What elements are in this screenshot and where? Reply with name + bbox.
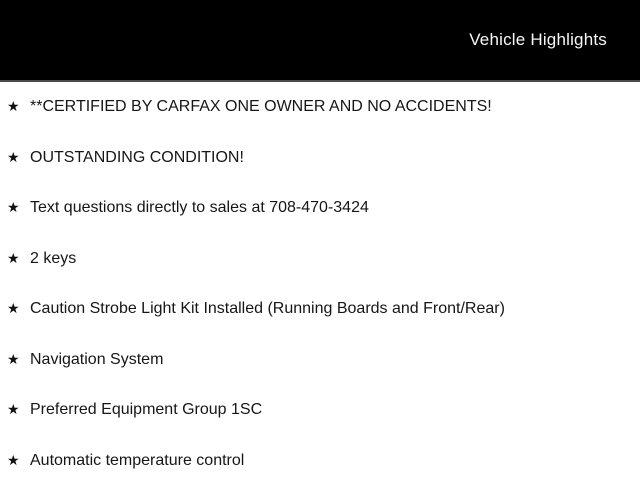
star-icon: ★ [7, 300, 20, 316]
list-item-text: Caution Strobe Light Kit Installed (Running Boards and Front/Rear) [30, 300, 505, 317]
list-item-text: Text questions directly to sales at 708-470-3424 [30, 199, 369, 216]
list-item-text: OUTSTANDING CONDITION! [30, 148, 244, 166]
star-icon: ★ [7, 350, 20, 367]
list-item [7, 98, 630, 116]
list-item [7, 351, 630, 369]
list-item [7, 401, 630, 419]
list-item [7, 300, 630, 318]
list-item-text: Automatic temperature control [30, 451, 245, 469]
list-item-text: 2 keys [30, 249, 77, 267]
star-icon: ★ [7, 148, 20, 165]
list-item-text: Preferred Equipment Group 1SC [30, 401, 263, 418]
list-item-text: Navigation System [30, 350, 164, 368]
star-icon: ★ [7, 451, 20, 468]
list-item [7, 149, 630, 167]
page-title: Vehicle Highlights [469, 30, 607, 49]
star-icon: ★ [7, 249, 20, 266]
header-bar [0, 0, 640, 82]
star-icon: ★ [7, 199, 20, 215]
list-item [7, 250, 630, 268]
list-item-text: **CERTIFIED BY CARFAX ONE OWNER AND NO ACCIDENTS! [30, 98, 492, 115]
list-item [7, 452, 630, 470]
list-item [7, 199, 630, 217]
vehicle-highlights-list [0, 82, 640, 469]
star-icon: ★ [7, 98, 20, 114]
star-icon: ★ [7, 401, 20, 417]
